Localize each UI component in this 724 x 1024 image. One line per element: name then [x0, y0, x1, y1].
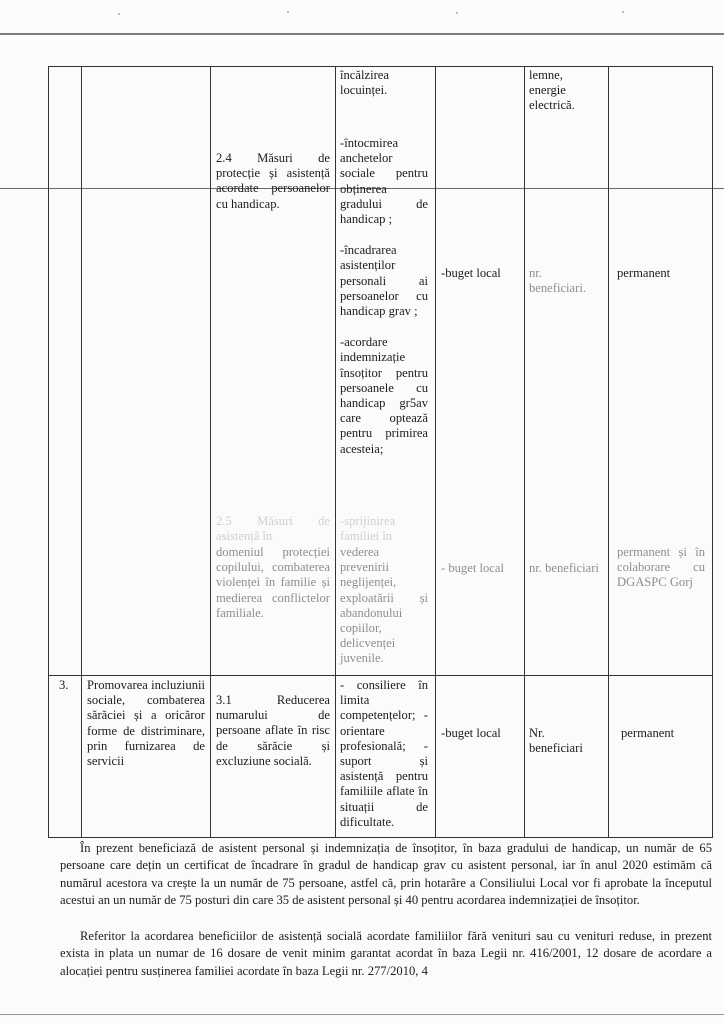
- scan-speck: [456, 12, 458, 14]
- prev-row-indicator: lemne, energie electrică.: [529, 68, 575, 113]
- activities-3-1: - consiliere în limita competențelor; - orientare profesională; -suport și asistență pentru familiile aflate în situații de dificultate.: [340, 678, 428, 829]
- activities-2-4: [340, 136, 428, 457]
- table-row-divider: [48, 675, 713, 676]
- scan-speck: [622, 11, 624, 13]
- row-3-number: 3.: [59, 678, 69, 692]
- scan-footer-line: [0, 1014, 724, 1015]
- activity-2-4-asistenti: -încadrarea asistenților personali ai persoanelor cu handicap grav ;: [340, 243, 428, 319]
- activity-2-4-indemnizatie: -acordare indemnizație însoțitor pentru persoanele cu handicap gr5av care optează pentru primirea acesteia;: [340, 335, 428, 456]
- measure-2-5: domeniul protecției copilului, combaterea violenței în familie și medierea conflictelor familiale.: [216, 545, 330, 620]
- scan-speck: [287, 11, 289, 13]
- prev-row-activity: încălzirea locuinței.: [340, 68, 389, 98]
- paragraph-handicap-beneficiaries: În prezent beneficiază de asistent personal și indemnizația de însoțitor, în baza gradului de handicap, un număr de 65 persoane care dețin un certificat de încadrare în gradul de handicap grav cu asistent personal, iar în anul 2020 estimăm că numărul acestora va crește la un număr de 75 persoane, astfel că, prin hotarâre a Consiliului Local vor fi aprobate la începutul acestui an un număr de 75 posturi din care 35 de asistent personal și 40 pentru acordarea indemnizației de însoțitor.: [60, 841, 712, 907]
- paragraph-social-benefits: Referitor la acordarea beneficiilor de asistență socială acordate familiilor fără venituri sau cu venituri reduse, in prezent exista in plata un numar de 16 dosare de venit minim garantat acordat în baza Legii nr. 416/2001, 12 dosare de acordare a alocației pentru susținerea familiei acordate în baza Legii nr. 277/2010, 4: [60, 929, 712, 978]
- table-col-divider: [210, 66, 211, 838]
- measure-3-1: 3.1 Reducerea numarului de persoane aflate în risc de sărăcie și excluziune socială.: [216, 693, 330, 768]
- indicator-2-4: nr. beneficiari.: [529, 266, 586, 296]
- table-col-divider: [435, 66, 436, 838]
- funding-2-5: - buget local: [441, 561, 504, 575]
- table-col-divider: [335, 66, 336, 838]
- table-top-border: [48, 66, 713, 67]
- funding-2-4: -buget local: [441, 266, 501, 280]
- table-border-left: [48, 66, 49, 838]
- deadline-3-1: permanent: [621, 726, 675, 740]
- activity-2-5: vederea prevenirii neglijenței, exploatării și abandonului copiilor, delicvenței juvenile.: [340, 545, 428, 666]
- indicator-2-5: nr. beneficiari: [529, 561, 599, 575]
- objective-3: Promovarea incluziunii sociale, combaterea sărăciei și a oricăror forme de distriminare, prin furnizarea de servicii: [87, 678, 205, 769]
- indicator-3-1: Nr. beneficiari: [529, 726, 583, 756]
- table-bottom-border: [48, 837, 713, 838]
- deadline-2-5: permanent și în colaborare cu DGASPC Gorj: [617, 545, 705, 590]
- measure-2-5-top: 2.5 Măsuri de asistență în: [216, 514, 330, 544]
- table-border-right: [712, 66, 713, 838]
- measure-2-4: 2.4 Măsuri de protecție și asistență acordate persoanelor cu handicap.: [216, 151, 330, 211]
- deadline-2-4: permanent: [617, 266, 671, 280]
- activity-2-5-top: -sprijinirea familiei în: [340, 514, 396, 544]
- table-col-divider: [608, 66, 609, 838]
- funding-3-1: -buget local: [441, 726, 501, 740]
- scan-header-line: [0, 33, 724, 35]
- table-col-divider: [524, 66, 525, 838]
- scan-speck: [118, 13, 120, 15]
- table-col-divider: [81, 66, 82, 838]
- measures-table: [55, 66, 713, 838]
- activity-2-4-anchete: -întocmirea anchetelor sociale pentru obținerea gradului de handicap ;: [340, 136, 428, 227]
